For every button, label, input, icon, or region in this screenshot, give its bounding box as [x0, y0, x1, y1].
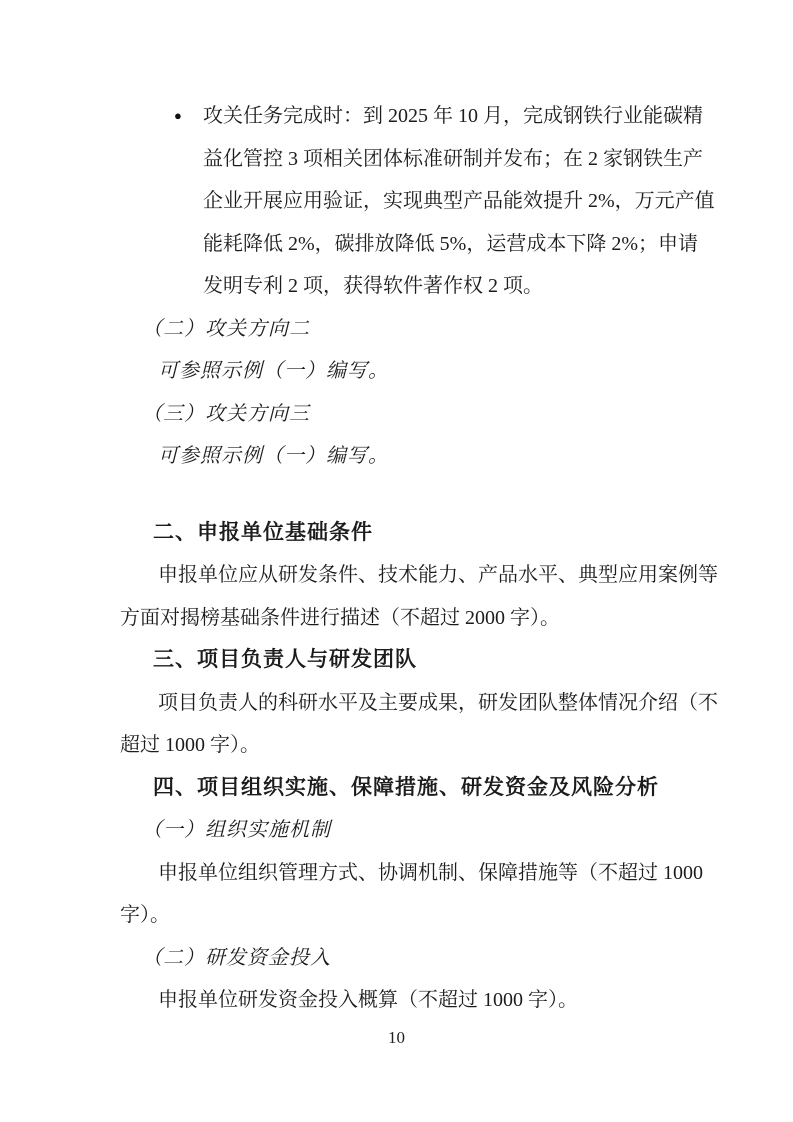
section-heading-2: 二、申报单位基础条件 — [153, 520, 373, 544]
body-line: 项目负责人的科研水平及主要成果，研发团队整体情况介绍（不 — [158, 691, 718, 714]
section-heading-4: 四、项目组织实施、保障措施、研发资金及风险分析 — [153, 775, 659, 799]
bullet-icon: ● — [174, 108, 182, 123]
bullet-list-item — [120, 95, 703, 138]
body-line: 方面对揭榜基础条件进行描述（不超过 2000 字）。 — [120, 606, 560, 629]
bullet-line: 发明专利 2 项，获得软件著作权 2 项。 — [203, 275, 543, 297]
bullet-line: 能耗降低 2%，碳排放降低 5%，运营成本下降 2%；申请 — [203, 232, 698, 255]
section-heading-3: 三、项目负责人与研发团队 — [153, 648, 417, 671]
bullet-line: 攻关任务完成时：到 2025 年 10 月，完成钢铁行业能碳精 — [203, 105, 703, 127]
body-line: 申报单位应从研发条件、技术能力、产品水平、典型应用案例等 — [158, 564, 718, 586]
subsection-note: 可参照示例（一）编写。 — [158, 445, 389, 467]
section-gap — [120, 478, 678, 512]
body-line: 申报单位研发资金投入概算（不超过 1000 字）。 — [158, 989, 578, 1011]
bullet-line: 企业开展应用验证，实现典型产品能效提升 2%，万元产值 — [203, 190, 715, 212]
body-line: 字）。 — [120, 904, 170, 926]
subsection-heading-funding: （二）研发资金投入 — [142, 946, 331, 969]
page-number: 10 — [388, 1028, 405, 1047]
body-line: 超过 1000 字）。 — [120, 734, 260, 756]
subsection-heading-org: （一）组织实施机制 — [142, 819, 331, 841]
subsection-note: 可参照示例（一）编写。 — [158, 360, 389, 382]
subsection-heading-direction-2: （二）攻关方向二 — [142, 317, 310, 340]
subsection-heading-direction-3: （三）攻关方向三 — [142, 402, 310, 425]
body-line: 申报单位组织管理方式、协调机制、保障措施等（不超过 1000 — [158, 861, 703, 884]
bullet-line: 益化管控 3 项相关团体标准研制并发布；在 2 家钢铁生产 — [203, 147, 703, 170]
page-content — [120, 95, 718, 1022]
